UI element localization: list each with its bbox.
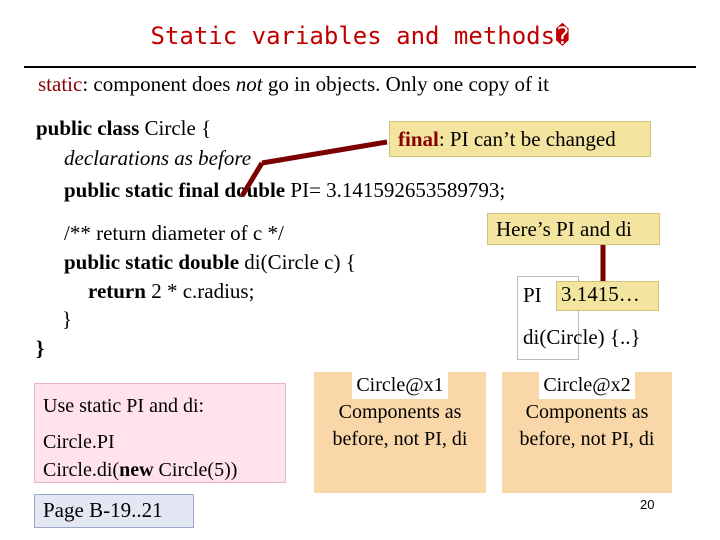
final-callout-text: : PI can’t be changed: [438, 127, 616, 151]
slide-title: Static variables and methods�: [150, 22, 570, 50]
subtitle-emphasis: not: [235, 72, 263, 96]
code-keyword: return: [88, 279, 146, 303]
pi-label: PI: [523, 283, 542, 307]
code-text: Circle {: [139, 116, 212, 140]
code-comment: declarations as before: [64, 146, 252, 170]
final-arrow-line: [262, 142, 387, 163]
final-arrow-line-down: [242, 163, 262, 196]
heres-callout: Here’s PI and di: [487, 213, 660, 245]
final-keyword: final: [398, 127, 439, 151]
code-text: 2 * c.radius;: [145, 279, 255, 303]
code-text: PI= 3.141592653589793;: [285, 178, 506, 202]
code-line-close-method: }: [62, 307, 73, 331]
subtitle-text-2: go in objects. Only one copy of it: [262, 72, 549, 96]
use-static-box: [34, 383, 286, 483]
final-callout: [389, 121, 651, 157]
object-name: [314, 372, 486, 399]
code-line-close-class: }: [36, 336, 45, 360]
object-name-text: Circle@x1: [352, 372, 447, 399]
page-reference: Page B-19..21: [34, 494, 194, 528]
object-name: [502, 372, 672, 399]
pi-value: 3.1415…: [556, 281, 659, 311]
object-name-text: Circle@x2: [539, 372, 634, 399]
code-text: di(Circle c) {: [239, 250, 356, 274]
object-box: [314, 372, 486, 493]
static-keyword: static: [38, 72, 83, 96]
object-line-2: before, not PI, di: [332, 428, 468, 450]
use-di-text: Circle.di(: [43, 459, 120, 481]
subtitle-text-1: : component does: [82, 72, 236, 96]
code-keyword: public static final double: [64, 178, 286, 202]
object-box: [502, 372, 672, 493]
object-line-2: before, not PI, di: [519, 428, 655, 450]
use-di-text-end: Circle(5)): [153, 459, 238, 481]
use-static-line: Use static PI and di:: [43, 395, 205, 417]
code-keyword: public class: [36, 116, 140, 140]
code-line-doc-comment: /** return diameter of c */: [64, 221, 284, 245]
use-di-line: [43, 456, 285, 484]
object-line-1: Components as: [525, 401, 649, 423]
di-label: di(Circle) {..}: [523, 325, 641, 349]
new-keyword: new: [119, 459, 154, 481]
code-keyword: public static double: [64, 250, 240, 274]
use-pi-line: Circle.PI: [43, 431, 115, 453]
slide-number: 20: [640, 497, 655, 512]
object-line-1: Components as: [338, 401, 462, 423]
